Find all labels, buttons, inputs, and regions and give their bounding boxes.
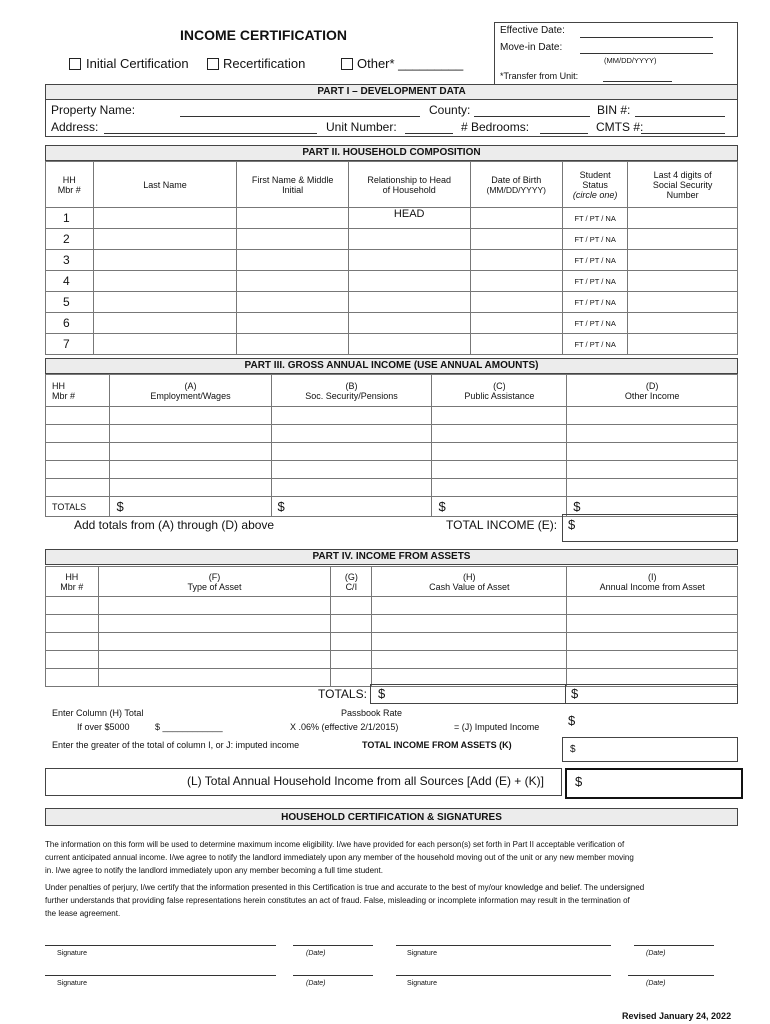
signature-line-1[interactable] [45, 945, 276, 946]
member-number: 1 [46, 208, 94, 229]
hh-cell[interactable] [46, 479, 110, 497]
transfer-unit-label: *Transfer from Unit: [500, 71, 579, 81]
signature-label: Signature [57, 950, 87, 957]
table-row [46, 461, 738, 479]
total-cash-value-field[interactable] [370, 684, 566, 704]
amount-cell[interactable] [271, 461, 432, 479]
cmts-field[interactable] [641, 133, 725, 134]
table-row [46, 597, 738, 615]
date-line-2[interactable] [634, 945, 714, 946]
total-d-field[interactable]: $ [567, 497, 738, 517]
asset-type-cell[interactable] [98, 633, 331, 651]
total-annual-household-field[interactable] [565, 768, 743, 799]
table-row [46, 615, 738, 633]
asset-type-cell[interactable] [98, 669, 331, 687]
first-name-cell[interactable] [237, 229, 348, 250]
bin-label: BIN #: [597, 103, 631, 117]
public-assistance-header: (C) Public Assistance [432, 375, 567, 407]
form-title: INCOME CERTIFICATION [180, 27, 347, 43]
imputed-income-label: = (J) Imputed Income [454, 722, 540, 732]
table-row [46, 271, 738, 292]
relationship-cell[interactable] [348, 292, 470, 313]
student-status-cell[interactable]: FT / PT / NA [562, 250, 627, 271]
initial-certification-label: Initial Certification [86, 56, 189, 71]
amount-cell[interactable] [567, 479, 738, 497]
table-row [46, 407, 738, 425]
ci-cell[interactable] [331, 633, 372, 651]
amount-cell[interactable] [432, 461, 567, 479]
amount-cell[interactable] [432, 479, 567, 497]
first-name-cell[interactable] [237, 250, 348, 271]
property-name-field[interactable] [180, 116, 420, 117]
assets-totals-label: TOTALS: [318, 687, 367, 701]
total-assets-k-dollar: $ [570, 744, 576, 755]
hh-mbr-header: HH Mbr # [46, 162, 94, 208]
date-format-hint: (MM/DD/YYYY) [604, 56, 657, 65]
other-label: Other* _________ [357, 56, 464, 71]
first-name-cell[interactable] [237, 271, 348, 292]
employment-header: (A) Employment/Wages [110, 375, 271, 407]
cert-title: HOUSEHOLD CERTIFICATION & SIGNATURES [45, 808, 738, 826]
total-annual-asset-dollar: $ [571, 686, 579, 701]
member-number: 6 [46, 313, 94, 334]
county-label: County: [429, 103, 471, 117]
date-label: (Date) [306, 980, 326, 987]
annual-income-cell[interactable] [567, 597, 738, 615]
movein-date-field[interactable] [580, 53, 713, 54]
amount-cell[interactable] [271, 443, 432, 461]
last-name-cell[interactable] [93, 334, 237, 355]
total-assets-k-field[interactable] [562, 737, 738, 762]
ssn-cell[interactable] [628, 250, 738, 271]
student-status-header: Student Status (circle one) [562, 162, 627, 208]
unit-number-field[interactable] [405, 133, 453, 134]
relationship-cell[interactable] [348, 271, 470, 292]
address-label: Address: [51, 120, 99, 134]
address-field[interactable] [104, 133, 317, 134]
movein-date-label: Move-in Date: [500, 42, 563, 53]
date-label: (Date) [646, 980, 666, 987]
dob-cell[interactable] [470, 208, 562, 229]
table-row [46, 633, 738, 651]
amount-cell[interactable] [271, 407, 432, 425]
total-income-e-label: TOTAL INCOME (E): [446, 518, 558, 532]
hh-cell[interactable] [46, 443, 110, 461]
member-number: 2 [46, 229, 94, 250]
amount-cell[interactable] [271, 425, 432, 443]
last-name-cell[interactable] [93, 292, 237, 313]
cert-paragraph-1: The information on this form will be used to determine maximum income eligibility. I/we have provided for each person(s) set forth in Part II acceptable verification of current anticipated annual income. I/we agree to notify the landlord immediately upon any member of the household moving out of the unit or any new member moving in. I/we agree to notify the landlord immediately upon any member becoming a full time student. [45, 840, 634, 875]
date-label: (Date) [646, 950, 666, 957]
cash-value-cell[interactable] [372, 651, 567, 669]
gross-income-table [45, 374, 738, 517]
bin-field[interactable] [635, 116, 725, 117]
dob-cell[interactable] [470, 313, 562, 334]
ci-cell[interactable] [331, 597, 372, 615]
enter-col-h-label: Enter Column (H) Total [52, 708, 144, 718]
cash-value-cell[interactable] [372, 615, 567, 633]
member-number: 7 [46, 334, 94, 355]
amount-cell[interactable] [567, 425, 738, 443]
hh-mbr-header: HH Mbr # [46, 567, 99, 597]
ci-header: (G) C/I [331, 567, 372, 597]
last-name-cell[interactable] [93, 208, 237, 229]
first-name-cell[interactable] [237, 292, 348, 313]
total-annual-income-asset-field[interactable] [565, 684, 738, 704]
bedrooms-field[interactable] [540, 133, 588, 134]
signature-label: Signature [57, 980, 87, 987]
hh-cell[interactable] [46, 407, 110, 425]
amount-cell[interactable] [567, 443, 738, 461]
first-name-header: First Name & Middle Initial [237, 162, 348, 208]
if-over-dollar-field[interactable]: $ ____________ [155, 722, 223, 732]
property-name-label: Property Name: [51, 103, 136, 117]
amount-cell[interactable] [432, 425, 567, 443]
add-totals-text: Add totals from (A) through (D) above [74, 518, 275, 532]
amount-cell[interactable] [567, 461, 738, 479]
date-line-3[interactable] [293, 975, 373, 976]
annual-income-cell[interactable] [567, 615, 738, 633]
amount-cell[interactable] [110, 407, 271, 425]
cash-value-cell[interactable] [372, 633, 567, 651]
table-row [46, 425, 738, 443]
member-number: 5 [46, 292, 94, 313]
last-name-cell[interactable] [93, 313, 237, 334]
part1-title: PART I – DEVELOPMENT DATA [45, 84, 738, 100]
asset-type-cell[interactable] [98, 651, 331, 669]
amount-cell[interactable] [110, 425, 271, 443]
total-assets-k-label: TOTAL INCOME FROM ASSETS (K) [362, 740, 512, 750]
amount-cell[interactable] [567, 407, 738, 425]
first-name-cell[interactable] [237, 208, 348, 229]
if-over-label: If over $5000 [77, 722, 130, 732]
hh-cell[interactable] [46, 597, 99, 615]
other-checkbox[interactable] [341, 58, 353, 70]
table-row [46, 334, 738, 355]
first-name-cell[interactable] [237, 334, 348, 355]
relationship-header: Relationship to Head of Household [348, 162, 470, 208]
last-name-header: Last Name [93, 162, 237, 208]
amount-cell[interactable] [110, 461, 271, 479]
relationship-cell[interactable] [348, 334, 470, 355]
hh-cell[interactable] [46, 615, 99, 633]
total-a-field[interactable]: $ [110, 497, 271, 517]
unit-number-label: Unit Number: [326, 120, 397, 134]
hh-cell[interactable] [46, 633, 99, 651]
part3-title: PART III. GROSS ANNUAL INCOME (USE ANNUAL AMOUNTS) [45, 358, 738, 374]
relationship-cell[interactable] [348, 229, 470, 250]
amount-cell[interactable] [432, 407, 567, 425]
revised-date: Revised January 24, 2022 [622, 1011, 732, 1021]
part4-title: PART IV. INCOME FROM ASSETS [45, 549, 738, 565]
relationship-cell[interactable] [348, 250, 470, 271]
ssn-cell[interactable] [628, 334, 738, 355]
ci-cell[interactable] [331, 615, 372, 633]
amount-cell[interactable] [432, 443, 567, 461]
signature-line-4[interactable] [396, 975, 611, 976]
hh-cell[interactable] [46, 461, 110, 479]
ci-cell[interactable] [331, 669, 372, 687]
assets-table [45, 566, 738, 687]
bedrooms-label: # Bedrooms: [461, 120, 530, 134]
other-income-header: (D) Other Income [567, 375, 738, 407]
date-line-1[interactable] [293, 945, 373, 946]
asset-type-cell[interactable] [98, 597, 331, 615]
dob-cell[interactable] [470, 334, 562, 355]
table-row [46, 292, 738, 313]
annual-income-header: (I) Annual Income from Asset [567, 567, 738, 597]
table-row [46, 443, 738, 461]
household-table [45, 161, 738, 355]
amount-cell[interactable] [271, 479, 432, 497]
effective-date-field[interactable] [580, 37, 713, 38]
ssn-cell[interactable] [628, 313, 738, 334]
ci-cell[interactable] [331, 651, 372, 669]
annual-income-cell[interactable] [567, 633, 738, 651]
totals-label: TOTALS [46, 497, 110, 517]
student-status-cell[interactable]: FT / PT / NA [562, 313, 627, 334]
hh-cell[interactable] [46, 425, 110, 443]
student-status-cell[interactable]: FT / PT / NA [562, 334, 627, 355]
effective-date-label: Effective Date: [500, 25, 565, 36]
student-status-cell[interactable]: FT / PT / NA [562, 229, 627, 250]
recertification-checkbox[interactable] [207, 58, 219, 70]
cmts-label: CMTS #: [596, 120, 644, 134]
signature-line-2[interactable] [396, 945, 611, 946]
total-income-e-dollar: $ [568, 517, 576, 532]
total-annual-household-label: (L) Total Annual Household Income from all Sources [Add (E) + (K)] [187, 774, 544, 788]
table-row [46, 313, 738, 334]
date-label: (Date) [306, 950, 326, 957]
asset-type-header: (F) Type of Asset [98, 567, 331, 597]
asset-type-cell[interactable] [98, 615, 331, 633]
total-annual-household-dollar: $ [575, 774, 583, 789]
relationship-cell[interactable]: HEAD [348, 208, 470, 229]
signature-label: Signature [407, 950, 437, 957]
amount-cell[interactable] [110, 479, 271, 497]
total-b-field[interactable]: $ [271, 497, 432, 517]
amount-cell[interactable] [110, 443, 271, 461]
ssn-cell[interactable] [628, 208, 738, 229]
student-status-cell[interactable]: FT / PT / NA [562, 292, 627, 313]
enter-greater-label: Enter the greater of the total of column I, or J: imputed income [52, 740, 300, 750]
social-security-header: (B) Soc. Security/Pensions [271, 375, 432, 407]
table-row [46, 208, 738, 229]
ssn-cell[interactable] [628, 292, 738, 313]
student-status-cell[interactable]: FT / PT / NA [562, 271, 627, 292]
last-name-cell[interactable] [93, 250, 237, 271]
table-row [46, 229, 738, 250]
date-line-4[interactable] [628, 975, 714, 976]
total-c-field[interactable]: $ [432, 497, 567, 517]
ssn-cell[interactable] [628, 271, 738, 292]
part2-title: PART II. HOUSEHOLD COMPOSITION [45, 145, 738, 161]
dob-cell[interactable] [470, 229, 562, 250]
table-row [46, 479, 738, 497]
total-cash-dollar: $ [378, 686, 386, 701]
last-name-cell[interactable] [93, 271, 237, 292]
transfer-unit-field[interactable] [603, 81, 672, 82]
ssn-header: Last 4 digits of Social Security Number [628, 162, 738, 208]
last-name-cell[interactable] [93, 229, 237, 250]
cash-value-cell[interactable] [372, 597, 567, 615]
passbook-rate: X .06% (effective 2/1/2015) [290, 722, 399, 732]
first-name-cell[interactable] [237, 313, 348, 334]
hh-mbr-header: HH Mbr # [46, 375, 110, 407]
student-status-cell[interactable]: FT / PT / NA [562, 208, 627, 229]
hh-cell[interactable] [46, 669, 99, 687]
member-number: 4 [46, 271, 94, 292]
county-field[interactable] [474, 116, 590, 117]
signature-label: Signature [407, 980, 437, 987]
table-row [46, 250, 738, 271]
hh-cell[interactable] [46, 651, 99, 669]
dob-cell[interactable] [470, 271, 562, 292]
cert-paragraph-2: Under penalties of perjury, I/we certify that the information presented in this Certification is true and accurate to the best of my/our knowledge and belief. The undersigned further understands that providing false representations herein constitutes an act of fraud. False, misleading or incomplete information may result in the termination of the lease agreement. [45, 883, 645, 918]
passbook-label: Passbook Rate [341, 708, 403, 718]
dob-cell[interactable] [470, 250, 562, 271]
recertification-label: Recertification [223, 56, 306, 71]
table-row [46, 651, 738, 669]
annual-income-cell[interactable] [567, 651, 738, 669]
relationship-cell[interactable] [348, 313, 470, 334]
total-income-e-field[interactable] [562, 514, 738, 542]
imputed-income-dollar: $ [568, 713, 576, 728]
ssn-cell[interactable] [628, 229, 738, 250]
member-number: 3 [46, 250, 94, 271]
signature-line-3[interactable] [45, 975, 276, 976]
initial-certification-checkbox[interactable] [69, 58, 81, 70]
cash-value-header: (H) Cash Value of Asset [372, 567, 567, 597]
dob-cell[interactable] [470, 292, 562, 313]
dob-header: Date of Birth (MM/DD/YYYY) [470, 162, 562, 208]
